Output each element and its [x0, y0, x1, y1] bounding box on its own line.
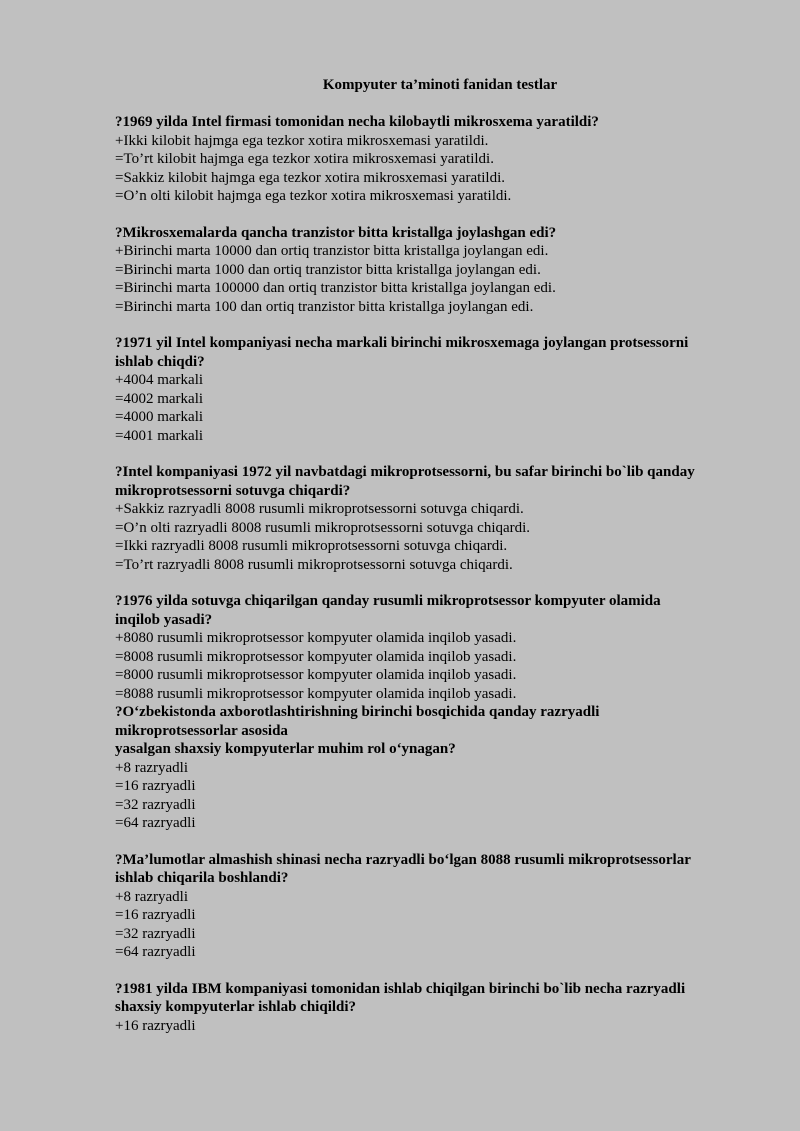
question-text: ?Intel kompaniyasi 1972 yil navbatdagi mikroprotsessorni, bu safar birinchi bo`lib qanday [115, 464, 695, 480]
question-block-1 [115, 113, 755, 206]
answer-option: =32 razryadli [115, 925, 196, 942]
answer-option: =16 razryadli [115, 907, 196, 923]
answer-option: +Sakkiz razryadli 8008 rusumli mikroprotsessorni sotuvga chiqardi. [115, 501, 524, 517]
answer-option: =To’rt razryadli 8008 rusumli mikroprotsessorni sotuvga chiqardi. [115, 556, 513, 573]
question-text: ?O‘zbekistonda axborotlashtirishning birinchi bosqichida qanday razryadli [115, 704, 600, 720]
answer-option: +8 razryadli [115, 759, 189, 776]
answer-option: =64 razryadli [115, 815, 196, 831]
question-text: ?1976 yilda sotuvga chiqarilgan qanday rusumli mikroprotsessor kompyuter olamida [115, 593, 661, 609]
answer-option: =O’n olti razryadli 8008 rusumli mikroprotsessorni sotuvga chiqardi. [115, 519, 531, 536]
answer-option: =Sakkiz kilobit hajmga ega tezkor xotira mikrosxemasi yaratildi. [115, 169, 506, 186]
answer-option: =16 razryadli [115, 778, 196, 794]
question-block-3 [115, 334, 755, 445]
answer-option: +Birinchi marta 10000 dan ortiq tranzistor bitta kristallga joylangan edi. [115, 243, 549, 259]
question-text: ishlab chiqdi? [115, 353, 205, 370]
answer-option: =Birinchi marta 100 dan ortiq tranzistor bitta kristallga joylangan edi. [115, 298, 534, 315]
question-text: ishlab chiqarila boshlandi? [115, 870, 289, 886]
answer-option: =Ikki razryadli 8008 rusumli mikroprotsessorni sotuvga chiqardi. [115, 538, 508, 554]
answer-option: +4004 markali [115, 372, 204, 388]
question-text: ?1971 yil Intel kompaniyasi necha markali birinchi mikrosxemaga joylangan protsessorni [115, 335, 689, 351]
question-text: yasalgan shaxsiy kompyuterlar muhim rol o‘ynagan? [115, 741, 456, 757]
question-block-5 [115, 592, 755, 703]
document-title: Kompyuter ta’minoti fanidan testlar [322, 77, 558, 93]
question-text: mikroprotsessorlar asosida [115, 722, 288, 739]
answer-option: +Ikki kilobit hajmga ega tezkor xotira mikrosxemasi yaratildi. [115, 132, 489, 149]
answer-option: =Birinchi marta 100000 dan ortiq tranzistor bitta kristallga joylangan edi. [115, 280, 556, 296]
answer-option: =8000 rusumli mikroprotsessor kompyuter olamida inqilob yasadi. [115, 667, 517, 683]
question-block-4 [115, 463, 755, 574]
question-block-7 [115, 851, 755, 962]
question-block-6 [115, 703, 755, 833]
question-text: shaxsiy kompyuterlar ishlab chiqildi? [115, 999, 357, 1015]
question-text: ?Ma’lumotlar almashish shinasi necha razryadli bo‘lgan 8088 rusumli mikroprotsessorlar [115, 851, 691, 868]
answer-option: =32 razryadli [115, 796, 196, 813]
question-block-2 [115, 224, 755, 317]
answer-option: =Birinchi marta 1000 dan ortiq tranzistor bitta kristallga joylangan edi. [115, 261, 541, 278]
question-text: ?Mikrosxemalarda qancha tranzistor bitta kristallga joylashgan edi? [115, 224, 557, 241]
answer-option: =To’rt kilobit hajmga ega tezkor xotira mikrosxemasi yaratildi. [115, 151, 494, 167]
answer-option: =8088 rusumli mikroprotsessor kompyuter olamida inqilob yasadi. [115, 685, 517, 702]
question-text: inqilob yasadi? [115, 611, 213, 628]
question-block-8 [115, 980, 755, 1036]
answer-option: +16 razryadli [115, 1017, 196, 1034]
answer-option: =4000 markali [115, 409, 204, 425]
question-text: mikroprotsessorni sotuvga chiqardi? [115, 482, 351, 499]
answer-option: =8008 rusumli mikroprotsessor kompyuter olamida inqilob yasadi. [115, 648, 517, 665]
document-page [115, 76, 755, 1035]
answer-option: =4002 markali [115, 390, 204, 407]
question-text: ?1969 yilda Intel firmasi tomonidan necha kilobaytli mikrosxema yaratildi? [115, 114, 599, 130]
answer-option: +8 razryadli [115, 888, 189, 905]
answer-option: +8080 rusumli mikroprotsessor kompyuter olamida inqilob yasadi. [115, 630, 517, 646]
answer-option: =O’n olti kilobit hajmga ega tezkor xotira mikrosxemasi yaratildi. [115, 188, 512, 204]
answer-option: =4001 markali [115, 427, 204, 444]
question-text: ?1981 yilda IBM kompaniyasi tomonidan ishlab chiqilgan birinchi bo`lib necha razryadli [115, 980, 686, 997]
answer-option: =64 razryadli [115, 944, 196, 960]
